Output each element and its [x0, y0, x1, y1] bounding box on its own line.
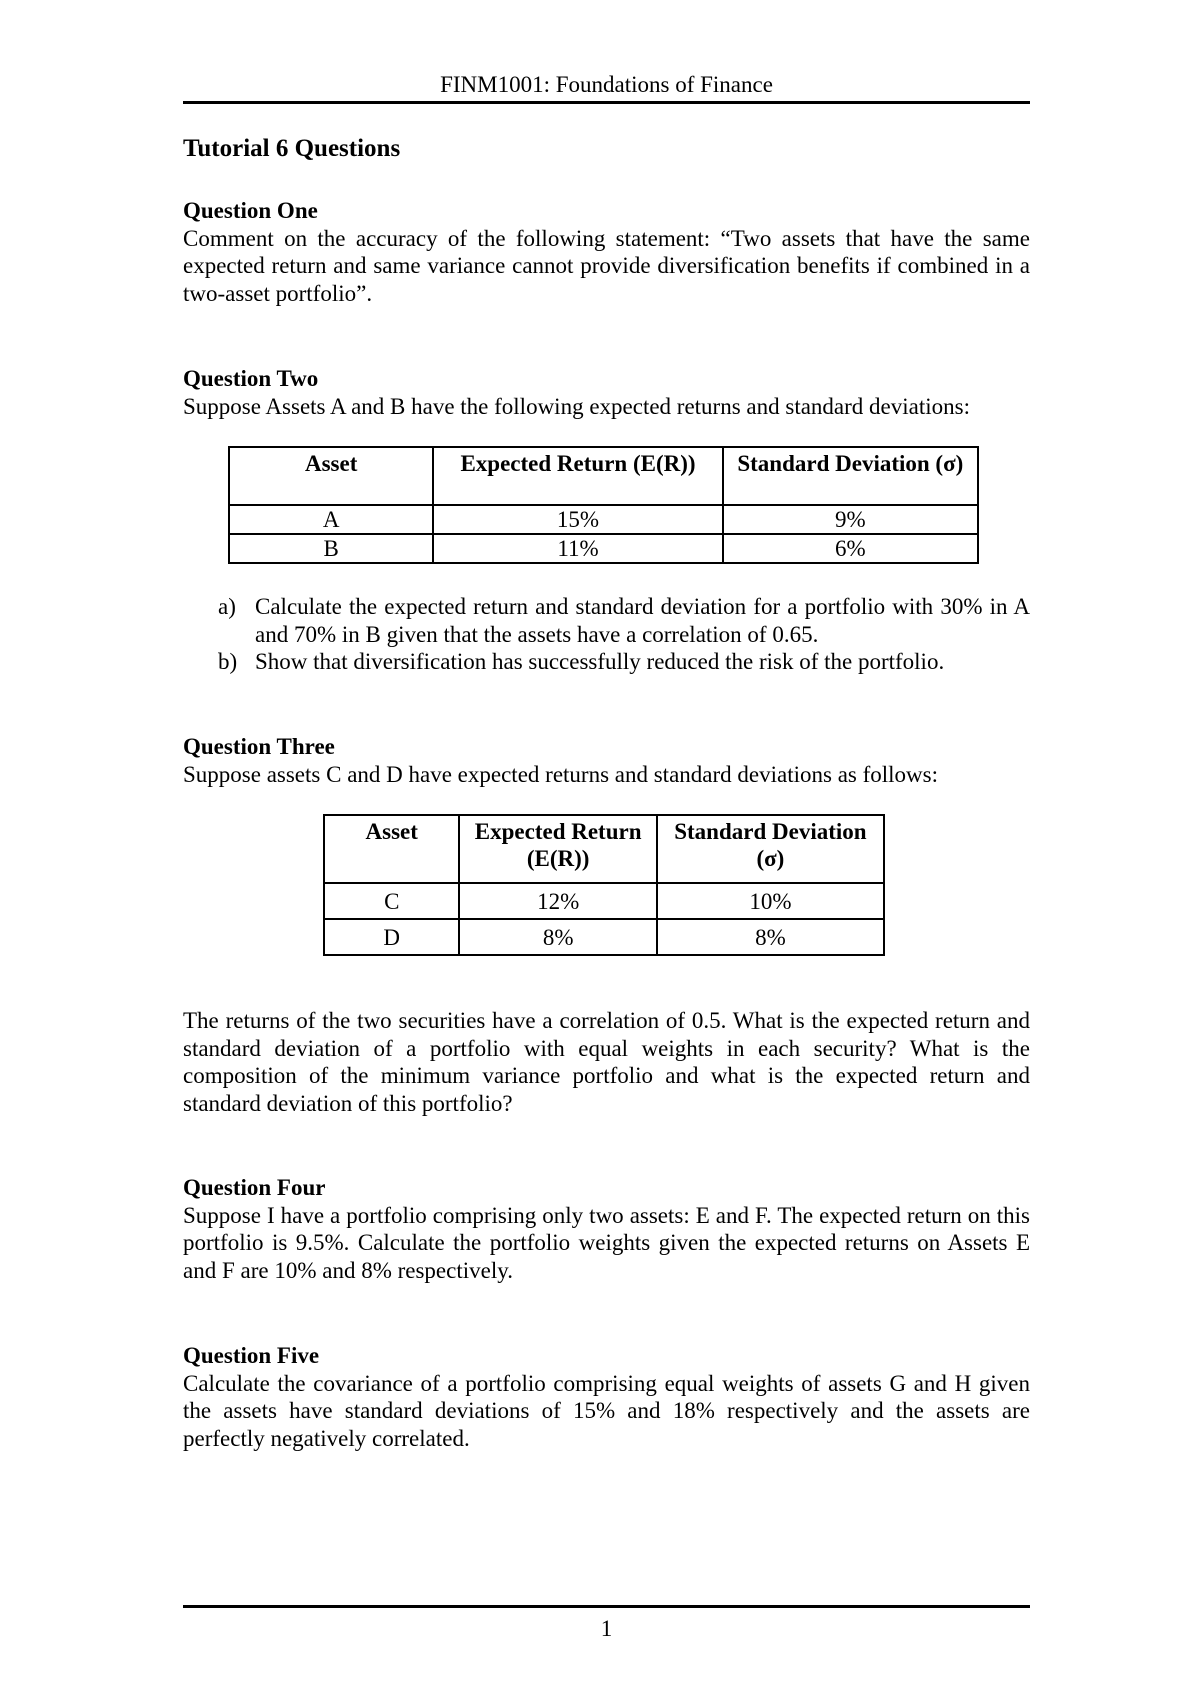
question-one-heading: Question One [183, 198, 318, 223]
question-two-heading: Question Two [183, 366, 319, 391]
list-item-text: Show that diversification has successfully reduced the risk of the portfolio. [255, 649, 945, 674]
list-item [183, 648, 1030, 676]
table-cell: 12% [459, 883, 656, 919]
table-header-cell: Asset [229, 447, 433, 505]
question-one-text: Comment on the accuracy of the following statement: “Two assets that have the same expected return and same variance cannot provide diversification benefits if combined in a two-asset portfolio”. [183, 225, 1030, 306]
list-item-text: Calculate the expected return and standard deviation for a portfolio with 30% in A and 70% in B given that the assets have a correlation of 0.65. [255, 594, 1030, 647]
question-three-text: The returns of the two securities have a correlation of 0.5. What is the expected return and standard deviation of a portfolio with equal weights in each security? What is the composition of the minimum variance portfolio and what is the expected return and standard deviation of this portfolio? [183, 1008, 1030, 1116]
asset-table-a-b [228, 446, 979, 564]
table-header-row [324, 815, 884, 883]
question-two-intro: Suppose Assets A and B have the following expected returns and standard deviations: [183, 393, 970, 419]
table-row [229, 505, 978, 534]
list-item [183, 593, 1030, 648]
table-cell: 11% [433, 534, 722, 563]
question-two [183, 365, 1030, 420]
footer-rule [183, 1605, 1030, 1608]
table-cell: 8% [657, 919, 884, 955]
table-header-cell: Standard Deviation (σ) [723, 447, 978, 505]
table-cell: A [229, 505, 433, 534]
question-four [183, 1174, 1030, 1284]
table-cell: C [324, 883, 459, 919]
table-header-row [229, 447, 978, 505]
table-cell: 9% [723, 505, 978, 534]
table-cell: 15% [433, 505, 722, 534]
question-three-intro: Suppose assets C and D have expected returns and standard deviations as follows: [183, 761, 938, 787]
header-rule [183, 101, 1030, 104]
question-five [183, 1342, 1030, 1452]
list-marker: a) [218, 594, 236, 619]
table-header-cell: Asset [324, 815, 459, 883]
table-header-cell: Standard Deviation (σ) [657, 815, 884, 883]
table-row [229, 534, 978, 563]
page-header: FINM1001: Foundations of Finance [440, 72, 773, 97]
table-cell: 10% [657, 883, 884, 919]
page-number: 1 [600, 1616, 613, 1641]
question-four-heading: Question Four [183, 1175, 326, 1200]
table-row [324, 883, 884, 919]
table-cell: B [229, 534, 433, 563]
asset-table-c-d [323, 814, 885, 956]
document-title: Tutorial 6 Questions [183, 135, 401, 162]
question-five-text: Calculate the covariance of a portfolio comprising equal weights of assets G and H given the assets have standard deviations of 15% and 18% respectively and the assets are perfectly negatively correlated. [183, 1370, 1030, 1451]
question-three-body [183, 1007, 1030, 1117]
table-cell: 8% [459, 919, 656, 955]
question-four-text: Suppose I have a portfolio comprising only two assets: E and F. The expected return on this portfolio is 9.5%. Calculate the portfolio weights given the expected returns on Assets E and F are 10% and 8% respectively. [183, 1202, 1030, 1283]
table-header-cell: Expected Return (E(R)) [459, 815, 656, 883]
question-one [183, 197, 1030, 307]
question-two-parts [183, 593, 1030, 676]
table-header-cell: Expected Return (E(R)) [433, 447, 722, 505]
table-cell: D [324, 919, 459, 955]
question-three [183, 733, 1030, 788]
list-marker: b) [218, 649, 238, 674]
question-three-heading: Question Three [183, 734, 335, 759]
table-cell: 6% [723, 534, 978, 563]
table-row [324, 919, 884, 955]
question-five-heading: Question Five [183, 1343, 320, 1368]
